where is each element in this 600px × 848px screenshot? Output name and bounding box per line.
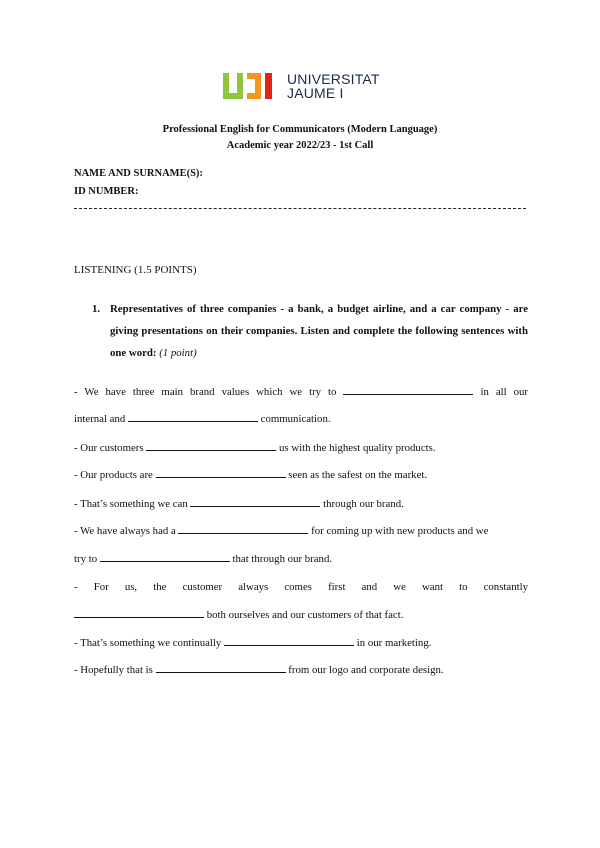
answer-blank[interactable] <box>128 411 258 422</box>
section-heading: LISTENING (1.5 POINTS) <box>74 264 197 276</box>
answer-blank[interactable] <box>74 607 204 618</box>
sentence-text: for coming up with new products and we <box>311 525 489 537</box>
sentence-text: internal and <box>74 413 126 425</box>
question-points: (1 point) <box>159 347 197 359</box>
sentence-3 <box>74 467 528 482</box>
id-label: ID NUMBER: <box>74 186 139 197</box>
question-text <box>110 298 528 364</box>
sentence-text: communication. <box>260 413 331 425</box>
sentence-1-cont <box>74 411 528 426</box>
sentence-1 <box>74 384 528 399</box>
sentence-text: in all our <box>480 386 529 398</box>
university-name-line2: JAUME I <box>287 85 344 101</box>
answer-blank[interactable] <box>146 440 276 451</box>
sentence-4 <box>74 496 528 511</box>
sentence-text: try to <box>74 553 98 565</box>
question-number: 1. <box>92 303 101 315</box>
sentence-text: in our marketing. <box>356 637 432 649</box>
sentence-2 <box>74 440 528 455</box>
university-name-line1: UNIVERSITAT <box>287 71 380 87</box>
university-name <box>287 72 380 100</box>
sentence-text: - We have always had a <box>74 525 176 537</box>
sentence-text: - We have three main brand values which we try to <box>74 386 337 398</box>
sentence-8 <box>74 662 528 677</box>
sentence-text: both ourselves and our customers of that fact. <box>206 609 404 621</box>
sentence-7 <box>74 635 528 650</box>
sentence-6-cont <box>74 607 528 622</box>
exam-title: Professional English for Communicators (Modern Language) <box>162 124 438 135</box>
sentence-6 <box>74 580 528 594</box>
sentence-text: - Our customers <box>74 442 144 454</box>
separator-line <box>74 208 526 209</box>
answer-blank[interactable] <box>343 384 473 395</box>
answer-blank[interactable] <box>156 467 286 478</box>
sentence-text: - For us, the customer always comes first and we want to constantly <box>74 581 528 593</box>
name-label: NAME AND SURNAME(S): <box>74 168 203 179</box>
sentence-text: - Hopefully that is <box>74 664 153 676</box>
sentence-text: - That’s something we continually <box>74 637 222 649</box>
sentence-text: seen as the safest on the market. <box>288 469 428 481</box>
sentence-text: that through our brand. <box>232 553 333 565</box>
uji-logo-icon <box>223 73 281 101</box>
sentence-5-cont <box>74 551 528 566</box>
answer-blank[interactable] <box>178 523 308 534</box>
sentence-text: through our brand. <box>323 498 404 510</box>
sentence-text: - That’s something we can <box>74 498 188 510</box>
sentence-text: - Our products are <box>74 469 153 481</box>
university-logo <box>223 72 383 106</box>
answer-blank[interactable] <box>156 662 286 673</box>
question-1 <box>92 298 528 364</box>
question-prompt: Representatives of three companies - a bank, a budget airline, and a car company - are giving presentations on their companies. Listen and complete the following sentences with one word: <box>110 303 528 359</box>
sentence-5 <box>74 523 528 538</box>
answer-blank[interactable] <box>190 496 320 507</box>
answer-blank[interactable] <box>224 635 354 646</box>
sentence-text: us with the highest quality products. <box>278 442 436 454</box>
sentence-text: from our logo and corporate design. <box>288 664 444 676</box>
answer-blank[interactable] <box>100 551 230 562</box>
exam-subtitle: Academic year 2022/23 - 1st Call <box>226 140 374 151</box>
